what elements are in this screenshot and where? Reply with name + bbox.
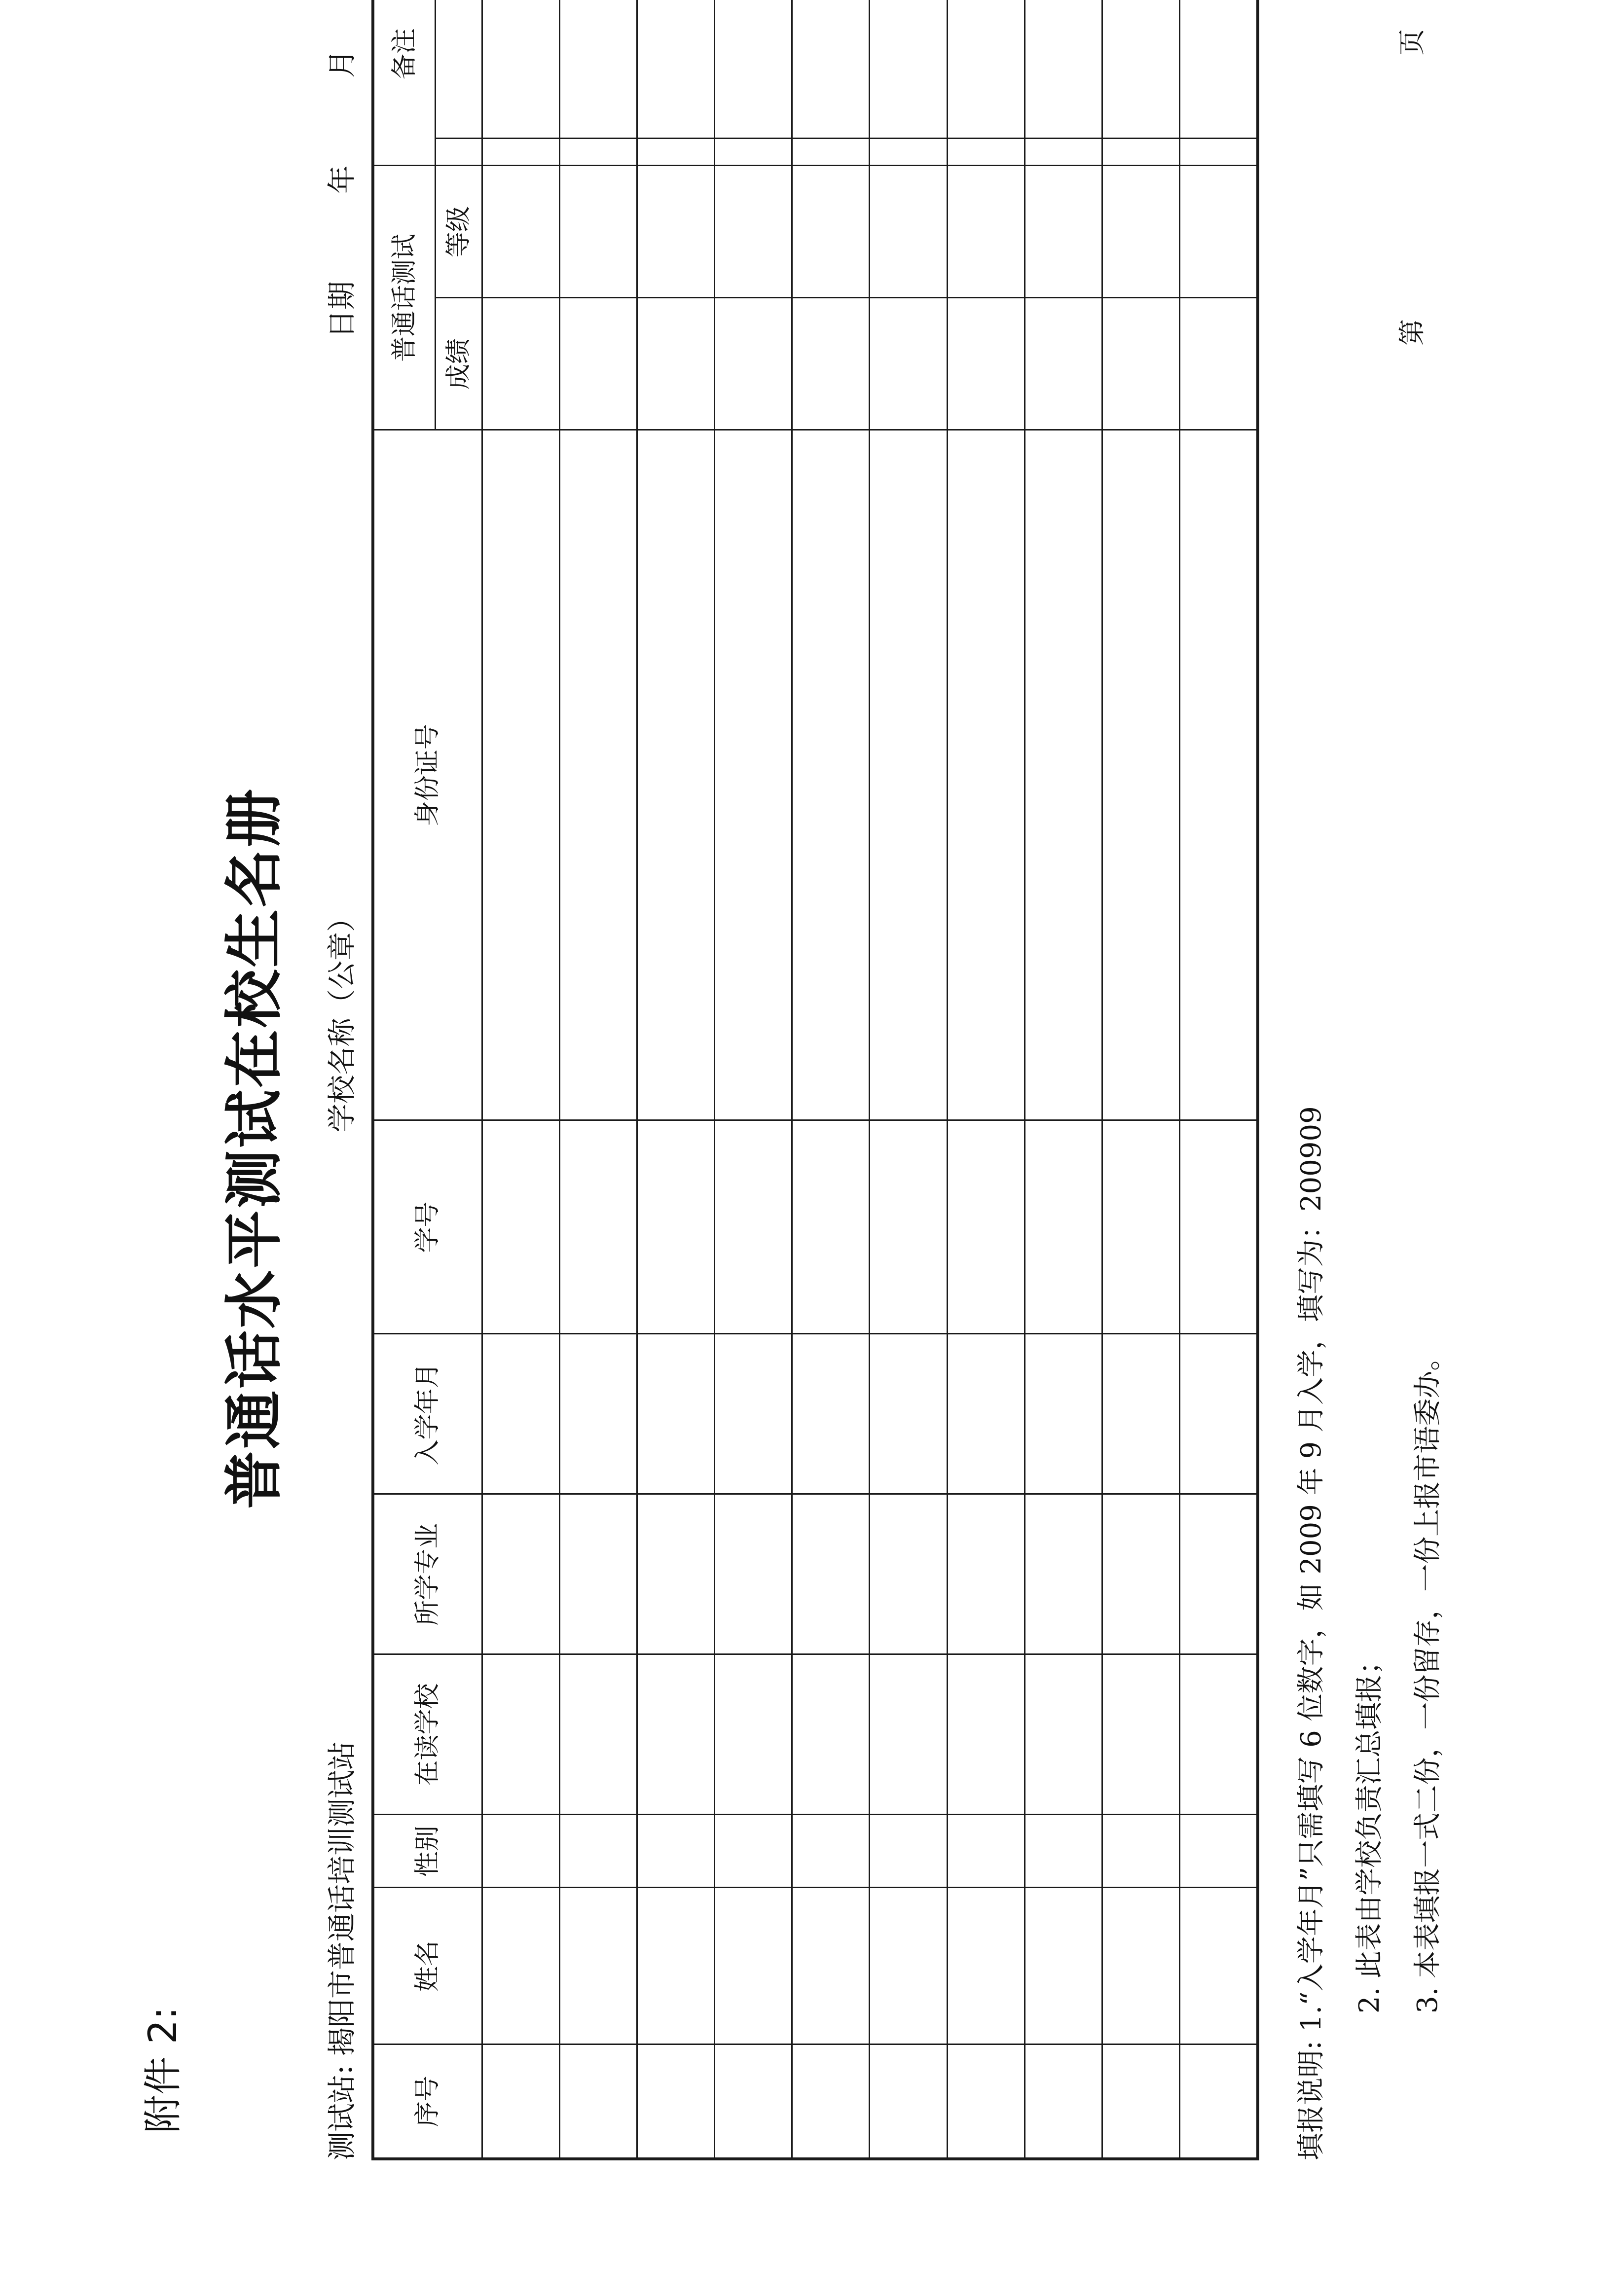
- table-cell: [947, 139, 1025, 166]
- table-cell: [1102, 298, 1179, 430]
- notes-label: 填报说明:: [1295, 2041, 1327, 2160]
- table-cell: [1025, 0, 1102, 139]
- col-header-level: 等级: [436, 166, 482, 298]
- table-cell: [482, 1815, 560, 1888]
- date-line: [319, 0, 360, 338]
- student-roster-table: [371, 0, 1259, 2160]
- table-cell: [947, 1815, 1025, 1888]
- table-row: [482, 0, 560, 2159]
- table-cell: [482, 166, 560, 298]
- table-cell: [947, 298, 1025, 430]
- document-title: 普通话水平测试在校生名册: [220, 787, 288, 1509]
- table-cell: [1102, 1120, 1179, 1334]
- table-cell: [715, 1494, 792, 1654]
- table-cell: [715, 1888, 792, 2045]
- table-cell: [482, 1888, 560, 2045]
- table-cell: [560, 430, 637, 1120]
- table-cell: [947, 1654, 1025, 1815]
- table-cell: [947, 1888, 1025, 2045]
- page-prefix: 第: [1396, 319, 1427, 346]
- table-cell: [1179, 139, 1258, 166]
- table-cell: [1025, 2045, 1102, 2159]
- table-cell: [1025, 1654, 1102, 1815]
- table-cell: [1102, 1888, 1179, 2045]
- table-cell: [560, 298, 637, 430]
- table-row: [947, 0, 1025, 2159]
- table-cell: [947, 166, 1025, 298]
- table-cell: [1179, 1815, 1258, 1888]
- table-cell: [947, 1334, 1025, 1494]
- table-cell: [1102, 430, 1179, 1120]
- table-cell: [792, 139, 870, 166]
- col-header-seq: 序号: [373, 2045, 482, 2159]
- table-cell: [560, 2045, 637, 2159]
- table-cell: [637, 1494, 715, 1654]
- table-cell: [715, 1654, 792, 1815]
- table-cell: [637, 430, 715, 1120]
- col-header-major: 所学专业: [373, 1494, 482, 1654]
- table-cell: [947, 2045, 1025, 2159]
- table-cell: [560, 139, 637, 166]
- table-cell: [1179, 2045, 1258, 2159]
- remark-sub-cell: [436, 139, 482, 166]
- note-line-1: [1282, 1106, 1341, 2160]
- table-cell: [1102, 1815, 1179, 1888]
- table-cell: [560, 1494, 637, 1654]
- table-cell: [792, 1654, 870, 1815]
- table-cell: [560, 166, 637, 298]
- table-cell: [792, 430, 870, 1120]
- table-cell: [482, 139, 560, 166]
- table-cell: [1102, 1334, 1179, 1494]
- table-cell: [947, 1120, 1025, 1334]
- table-cell: [870, 1888, 947, 2045]
- table-cell: [1179, 1334, 1258, 1494]
- filling-notes: [1282, 1106, 1457, 2160]
- table-cell: [560, 1815, 637, 1888]
- table-cell: [637, 298, 715, 430]
- table-cell: [482, 1494, 560, 1654]
- table-row: [870, 0, 947, 2159]
- table-cell: [870, 166, 947, 298]
- table-cell: [715, 1334, 792, 1494]
- table-cell: [637, 166, 715, 298]
- table-row: [1102, 0, 1179, 2159]
- table-cell: [870, 1815, 947, 1888]
- table-cell: [792, 1888, 870, 2045]
- col-header-enroll: 入学年月: [373, 1334, 482, 1494]
- col-header-student-no: 学号: [373, 1120, 482, 1334]
- page-suffix: 页: [1396, 29, 1427, 56]
- table-cell: [792, 1815, 870, 1888]
- note-item: 2. 此表由学校负责汇总填报；: [1354, 1647, 1386, 2013]
- col-header-test-group: 普通话测试: [373, 166, 436, 430]
- table-row: [792, 0, 870, 2159]
- table-cell: [715, 298, 792, 430]
- table-cell: [792, 298, 870, 430]
- col-header-id-no: 身份证号: [373, 430, 482, 1120]
- table-cell: [1179, 166, 1258, 298]
- table-cell: [715, 0, 792, 139]
- table-cell: [482, 1120, 560, 1334]
- table-cell: [1102, 139, 1179, 166]
- test-station-label: 测试站:: [325, 2065, 359, 2160]
- attachment-label: 附件 2:: [141, 2007, 185, 2133]
- year-label: 年: [325, 165, 359, 194]
- table-cell: [1102, 166, 1179, 298]
- table-cell: [1025, 139, 1102, 166]
- table-cell: [947, 430, 1025, 1120]
- table-cell: [637, 1815, 715, 1888]
- table-cell: [560, 0, 637, 139]
- table-cell: [870, 2045, 947, 2159]
- col-header-score: 成绩: [436, 298, 482, 430]
- school-name-label: 学校名称（公章）: [325, 903, 359, 1132]
- table-cell: [870, 1654, 947, 1815]
- page-number-label: [1391, 29, 1429, 346]
- table-cell: [560, 1334, 637, 1494]
- table-cell: [637, 139, 715, 166]
- table-cell: [715, 2045, 792, 2159]
- table-cell: [715, 139, 792, 166]
- table-cell: [1025, 1120, 1102, 1334]
- table-cell: [482, 1654, 560, 1815]
- table-cell: [482, 2045, 560, 2159]
- table-cell: [482, 430, 560, 1120]
- table-cell: [560, 1120, 637, 1334]
- table-cell: [482, 1334, 560, 1494]
- table-cell: [482, 0, 560, 139]
- table-cell: [1102, 1494, 1179, 1654]
- table-cell: [1025, 298, 1102, 430]
- table-row: [715, 0, 792, 2159]
- table-cell: [870, 0, 947, 139]
- table-cell: [870, 139, 947, 166]
- table-cell: [1025, 430, 1102, 1120]
- table-cell: [1179, 1888, 1258, 2045]
- table-cell: [637, 2045, 715, 2159]
- table-cell: [792, 1334, 870, 1494]
- table-cell: [947, 1494, 1025, 1654]
- table-row: [1025, 0, 1102, 2159]
- table-cell: [870, 298, 947, 430]
- test-station-name: 揭阳市普通话培训测试站: [325, 1741, 359, 2056]
- table-cell: [870, 1334, 947, 1494]
- table-cell: [715, 166, 792, 298]
- table-row: [560, 0, 637, 2159]
- table-cell: [1102, 2045, 1179, 2159]
- table-cell: [560, 1654, 637, 1815]
- table-cell: [1179, 1654, 1258, 1815]
- remark-sub-cell: [436, 0, 482, 139]
- table-cell: [1102, 1654, 1179, 1815]
- table-cell: [1179, 430, 1258, 1120]
- table-cell: [1025, 166, 1102, 298]
- table-cell: [637, 1120, 715, 1334]
- table-cell: [560, 1888, 637, 2045]
- table-cell: [1179, 1494, 1258, 1654]
- table-cell: [1102, 0, 1179, 139]
- table-cell: [792, 1494, 870, 1654]
- table-cell: [637, 0, 715, 139]
- table-header-row: [373, 0, 436, 2159]
- table-cell: [1025, 1334, 1102, 1494]
- test-station-line: [319, 1741, 360, 2160]
- table-cell: [482, 298, 560, 430]
- table-row: [1179, 0, 1258, 2159]
- table-cell: [637, 1654, 715, 1815]
- table-cell: [715, 1120, 792, 1334]
- table-cell: [1179, 0, 1258, 139]
- table-cell: [637, 1334, 715, 1494]
- table-cell: [637, 1888, 715, 2045]
- table-cell: [792, 166, 870, 298]
- date-label: 日期: [325, 281, 359, 338]
- table-cell: [792, 1120, 870, 1334]
- month-label: 月: [325, 49, 359, 78]
- note-item: 3. 本表填报一式二份，一份留存，一份上报市语委办。: [1412, 1343, 1444, 2013]
- table-cell: [1025, 1815, 1102, 1888]
- table-cell: [870, 1494, 947, 1654]
- table-cell: [870, 1120, 947, 1334]
- note-item: 1.“入学年月”只需填写 6 位数字，如 2009 年 9 月入学，填写为：200909: [1295, 1106, 1327, 2032]
- table-cell: [947, 0, 1025, 139]
- table-cell: [1025, 1494, 1102, 1654]
- table-cell: [792, 2045, 870, 2159]
- col-header-school: 在读学校: [373, 1654, 482, 1815]
- table-cell: [1025, 1888, 1102, 2045]
- table-cell: [1179, 1120, 1258, 1334]
- table-cell: [792, 0, 870, 139]
- table-cell: [715, 1815, 792, 1888]
- table-cell: [715, 430, 792, 1120]
- col-header-name: 姓名: [373, 1888, 482, 2045]
- col-header-remark: 备注: [373, 0, 436, 166]
- col-header-gender: 性别: [373, 1815, 482, 1888]
- table-cell: [1179, 298, 1258, 430]
- table-row: [637, 0, 715, 2159]
- table-cell: [870, 430, 947, 1120]
